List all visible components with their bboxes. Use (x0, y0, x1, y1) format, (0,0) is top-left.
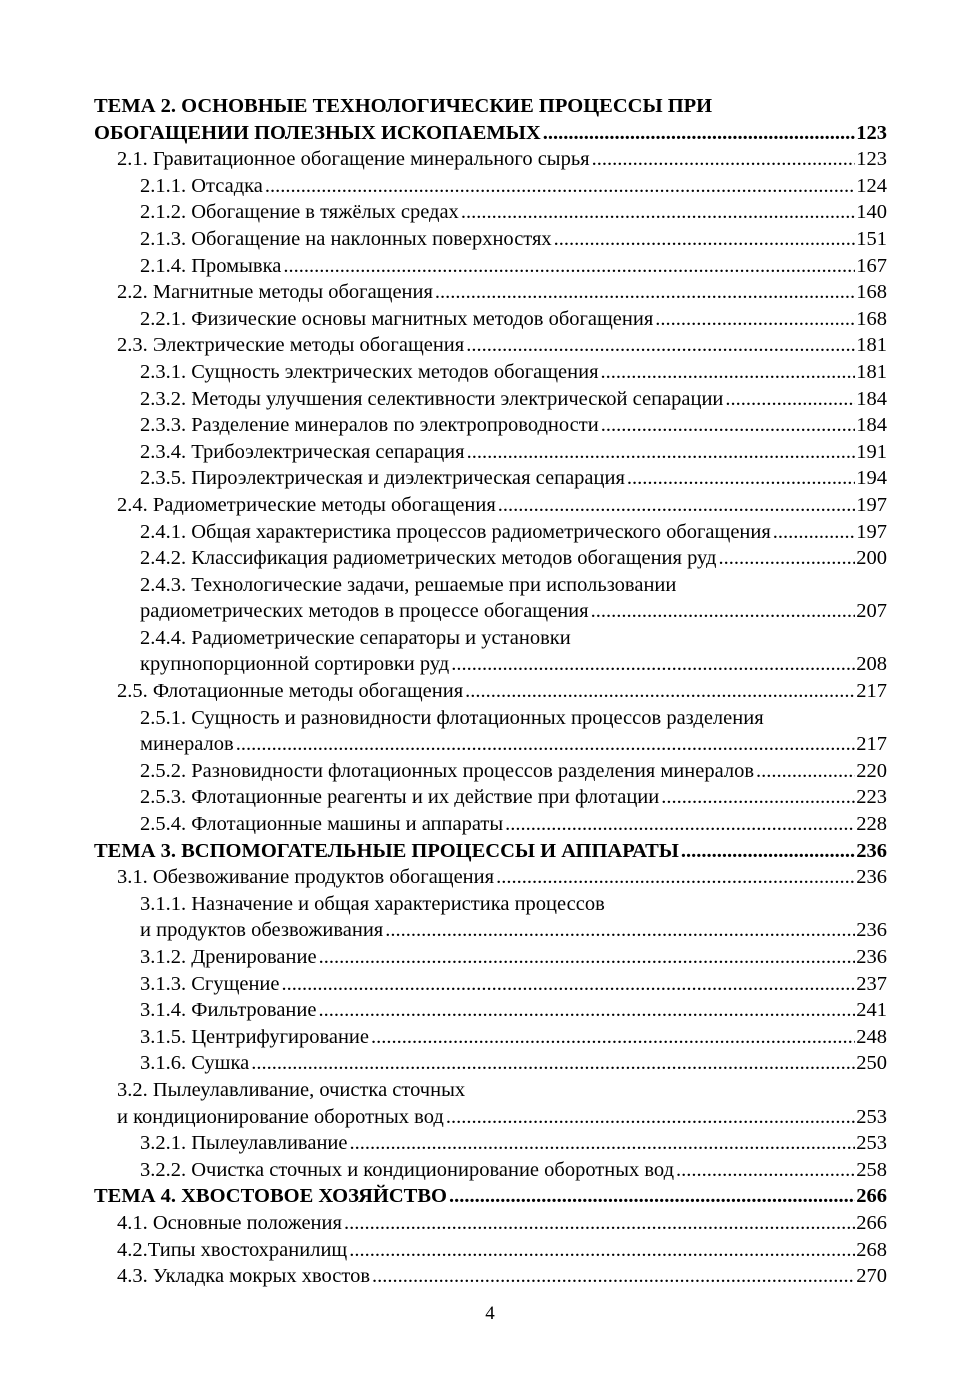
toc-entry-title: 3.1.2. Дренирование (140, 946, 317, 968)
toc-page-number: 236 (856, 946, 887, 968)
toc-entry-title: 3.1.4. Фильтрование (140, 999, 317, 1022)
toc-page-number: 181 (856, 360, 887, 383)
toc-entry-title: 2.5.4. Флотационные машины и аппараты (140, 813, 504, 836)
page-number: 4 (485, 1303, 495, 1324)
toc-dot-leader (251, 1050, 855, 1077)
toc-page-number: 184 (856, 414, 887, 437)
toc-entry-title: 2.4.2. Классификация радиометрических методов обогащения руд (140, 547, 717, 570)
toc-entry-title: 3.1.3. Сгущение (140, 972, 280, 995)
toc-entry-title: 2.3.1. Сущность электрических методов обогащения (140, 360, 599, 383)
toc-dot-leader (449, 1183, 855, 1210)
toc-entry-line[interactable] (94, 705, 887, 732)
toc-entry-title: 2.4.1. Общая характеристика процессов радиометрического обогащения (140, 520, 771, 543)
toc-page-number: 253 (856, 1105, 887, 1128)
toc-entry-line[interactable] (94, 199, 887, 226)
toc-entry-line[interactable] (94, 386, 887, 413)
toc-entry-title: ОБОГАЩЕНИИ ПОЛЕЗНЫХ ИСКОПАЕМЫХ (94, 121, 541, 144)
toc-dot-leader (465, 678, 855, 705)
toc-dot-leader (446, 1104, 855, 1131)
toc-dot-leader (461, 199, 855, 226)
toc-entry-title: 3.1.1. Назначение и общая характеристика процессов (140, 892, 605, 915)
toc-page-number: 258 (856, 1158, 887, 1181)
toc-page-number: 270 (856, 1265, 887, 1288)
toc-dot-leader (661, 784, 855, 811)
toc-entry-title: 2.4. Радиометрические методы обогащения (117, 493, 496, 516)
toc-entry-line[interactable] (94, 226, 887, 253)
toc-entry-line[interactable] (94, 1050, 887, 1077)
toc-entry-line[interactable] (94, 811, 887, 838)
toc-page-number: 200 (856, 547, 887, 570)
toc-entry-title: крупнопорционной сортировки руд (140, 653, 450, 676)
toc-entry-line[interactable] (94, 625, 887, 652)
toc-page-number: 197 (856, 493, 887, 516)
toc-entry-line[interactable] (94, 279, 887, 306)
toc-entry-title: ТЕМА 4. ХВОСТОВОЕ ХОЗЯЙСТВО (94, 1185, 447, 1208)
toc-dot-leader (283, 253, 855, 280)
toc-entry-title: 3.1.6. Сушка (140, 1052, 250, 1075)
toc-dot-leader (543, 120, 856, 147)
toc-dot-leader (725, 386, 855, 413)
toc-entry-line[interactable] (94, 838, 887, 865)
toc-entry-title: и продуктов обезвоживания (140, 919, 384, 942)
toc-dot-leader (451, 651, 855, 678)
toc-entry-line[interactable] (94, 146, 887, 173)
toc-dot-leader (466, 332, 855, 359)
toc-entry-line[interactable] (94, 465, 887, 492)
toc-page-number: 191 (856, 440, 887, 463)
toc-entry-title: 2.5.1. Сущность и разновидности флотационных процессов разделения (140, 706, 764, 729)
toc-entry-title: 2.3.4. Трибоэлектрическая сепарация (140, 440, 465, 463)
toc-entry-line[interactable] (94, 1183, 887, 1210)
toc-entry-title: ТЕМА 3. ВСПОМОГАТЕЛЬНЫЕ ПРОЦЕССЫ И АППАРАТЫ (94, 839, 679, 862)
toc-entry-line[interactable] (94, 678, 887, 705)
toc-entry-line[interactable] (94, 731, 887, 758)
toc-entry-title: 2.5.3. Флотационные реагенты и их действие при флотации (140, 786, 660, 809)
toc-entry-line[interactable] (94, 1263, 887, 1290)
toc-entry-title: и кондиционирование оборотных вод (117, 1105, 444, 1128)
toc-entry-title: 4.3. Укладка мокрых хвостов (117, 1265, 371, 1288)
toc-entry-line[interactable] (94, 572, 887, 599)
toc-entry-line[interactable] (94, 651, 887, 678)
toc-dot-leader (718, 545, 855, 572)
toc-entry-line[interactable] (94, 758, 887, 785)
toc-entry-line[interactable] (94, 1237, 887, 1264)
toc-entry-line[interactable] (94, 944, 887, 971)
toc-dot-leader (591, 598, 856, 625)
toc-entry-title: 3.1. Обезвоживание продуктов обогащения (117, 866, 495, 889)
toc-page-number: 237 (856, 972, 887, 995)
toc-entry-line[interactable] (94, 971, 887, 998)
toc-dot-leader (498, 492, 856, 519)
toc-dot-leader (601, 359, 856, 386)
toc-entry-title: минералов (140, 733, 234, 756)
toc-dot-leader (371, 1024, 855, 1051)
toc-page-number: 184 (856, 387, 887, 410)
toc-page-number: 250 (856, 1052, 887, 1075)
toc-dot-leader (467, 439, 856, 466)
toc-entry-title: 2.3. Электрические методы обогащения (117, 334, 465, 357)
toc-entry-line[interactable] (94, 1024, 887, 1051)
toc-page-number: 168 (856, 281, 887, 304)
toc-entry-title: 3.2.2. Очистка сточных и кондиционирование оборотных вод (140, 1158, 675, 1181)
toc-entry-title: 2.4.4. Радиометрические сепараторы и установки (140, 626, 571, 649)
toc-entry-title: 2.1.2. Обогащение в тяжёлых средах (140, 201, 459, 224)
toc-dot-leader (505, 811, 855, 838)
toc-page-number: 140 (856, 201, 887, 224)
toc-dot-leader (496, 864, 855, 891)
toc-entry-line[interactable] (94, 784, 887, 811)
toc-entry-title: 2.1.4. Промывка (140, 254, 282, 277)
toc-entry-line[interactable] (94, 120, 887, 147)
toc-entry-line[interactable] (94, 1130, 887, 1157)
toc-entry-title: 2.5.2. Разновидности флотационных процессов разделения минералов (140, 759, 755, 782)
toc-entry-title: радиометрических методов в процессе обогащения (140, 600, 589, 623)
toc-entry-line[interactable] (94, 917, 887, 944)
toc-dot-leader (265, 173, 855, 200)
toc-dot-leader (344, 1210, 855, 1237)
toc-entry-title: 2.4.3. Технологические задачи, решаемые при использовании (140, 573, 677, 596)
toc-entry-title: 4.2.Типы хвостохранилищ (117, 1238, 348, 1261)
toc-page-number: 217 (856, 680, 887, 703)
toc-page-number: 253 (856, 1132, 887, 1155)
toc-dot-leader (627, 465, 855, 492)
toc-dot-leader (318, 997, 855, 1024)
toc-dot-leader (319, 944, 856, 971)
toc-page-number: 236 (856, 839, 887, 862)
toc-entry-line[interactable] (94, 492, 887, 519)
toc-entry-line[interactable] (94, 997, 887, 1024)
toc-entry-title: 2.3.2. Методы улучшения селективности электрической сепарации (140, 387, 724, 410)
toc-dot-leader (655, 306, 855, 333)
toc-entry-line[interactable] (94, 306, 887, 333)
toc-page-number: 217 (856, 733, 887, 756)
toc-entry-line[interactable] (94, 173, 887, 200)
toc-entry-line[interactable] (94, 93, 887, 120)
toc-entry-line[interactable] (94, 1104, 887, 1131)
toc-dot-leader (773, 519, 855, 546)
toc-dot-leader (385, 917, 855, 944)
toc-page-number: 207 (856, 600, 887, 623)
toc-dot-leader (282, 971, 856, 998)
toc-dot-leader (756, 758, 855, 785)
toc-entry-title: 2.3.3. Разделение минералов по электропроводности (140, 414, 599, 437)
toc-page-number: 236 (856, 919, 887, 942)
toc-dot-leader (676, 1157, 855, 1184)
toc-page-number: 197 (856, 520, 887, 543)
toc-entry-line[interactable] (94, 1077, 887, 1104)
toc-entry-title: 3.2. Пылеулавливание, очистка сточных (117, 1078, 466, 1101)
toc-entry-line[interactable] (94, 519, 887, 546)
toc-page-number: 123 (856, 121, 887, 144)
toc-page-number: 194 (856, 467, 887, 490)
toc-page-number: 228 (856, 813, 887, 836)
toc-entry-line[interactable] (94, 332, 887, 359)
toc-entry-line[interactable] (94, 253, 887, 280)
toc-entry-title: 2.5. Флотационные методы обогащения (117, 680, 464, 703)
toc-entry-line[interactable] (94, 598, 887, 625)
toc-dot-leader (372, 1263, 855, 1290)
toc-dot-leader (601, 412, 856, 439)
toc-page-number: 223 (856, 786, 887, 809)
toc-dot-leader (554, 226, 856, 253)
toc-entry-title: ТЕМА 2. ОСНОВНЫЕ ТЕХНОЛОГИЧЕСКИЕ ПРОЦЕССЫ ПРИ (94, 95, 713, 117)
toc-dot-leader (592, 146, 856, 173)
toc-entry-line[interactable] (94, 864, 887, 891)
table-of-contents (94, 93, 887, 1290)
toc-entry-line[interactable] (94, 891, 887, 918)
toc-page-number: 167 (856, 254, 887, 277)
toc-entry-title: 2.2. Магнитные методы обогащения (117, 281, 433, 304)
toc-entry-title: 2.1.3. Обогащение на наклонных поверхностях (140, 227, 552, 250)
toc-page-number: 220 (856, 759, 887, 782)
toc-page-number: 124 (856, 174, 887, 197)
toc-dot-leader (349, 1237, 855, 1264)
toc-dot-leader (236, 731, 856, 758)
toc-entry-title: 2.1. Гравитационное обогащение минерального сырья (117, 148, 590, 171)
toc-entry-line[interactable] (94, 545, 887, 572)
toc-dot-leader (435, 279, 855, 306)
toc-page-number: 241 (856, 999, 887, 1022)
toc-entry-title: 4.1. Основные положения (117, 1211, 342, 1234)
toc-page-number: 208 (856, 653, 887, 676)
toc-entry-line[interactable] (94, 1157, 887, 1184)
toc-page-number: 151 (856, 227, 887, 250)
toc-page-number: 123 (856, 148, 887, 171)
toc-page-number: 268 (856, 1238, 887, 1261)
toc-entry-title: 2.1.1. Отсадка (140, 174, 263, 197)
toc-entry-line[interactable] (94, 412, 887, 439)
toc-entry-title: 3.2.1. Пылеулавливание (140, 1132, 348, 1155)
toc-entry-line[interactable] (94, 439, 887, 466)
toc-entry-line[interactable] (94, 1210, 887, 1237)
toc-dot-leader (681, 838, 855, 865)
toc-entry-title: 2.2.1. Физические основы магнитных методов обогащения (140, 307, 654, 330)
toc-page-number: 236 (856, 866, 887, 889)
toc-entry-title: 2.3.5. Пироэлектрическая и диэлектрическая сепарация (140, 467, 625, 490)
toc-dot-leader (349, 1130, 855, 1157)
toc-page-number: 248 (856, 1025, 887, 1048)
toc-entry-line[interactable] (94, 359, 887, 386)
toc-page-number: 181 (856, 334, 887, 357)
toc-entry-title: 3.1.5. Центрифугирование (140, 1025, 370, 1048)
toc-page-number: 266 (856, 1211, 887, 1234)
toc-page-number: 266 (856, 1185, 887, 1208)
toc-page-number: 168 (856, 307, 887, 330)
